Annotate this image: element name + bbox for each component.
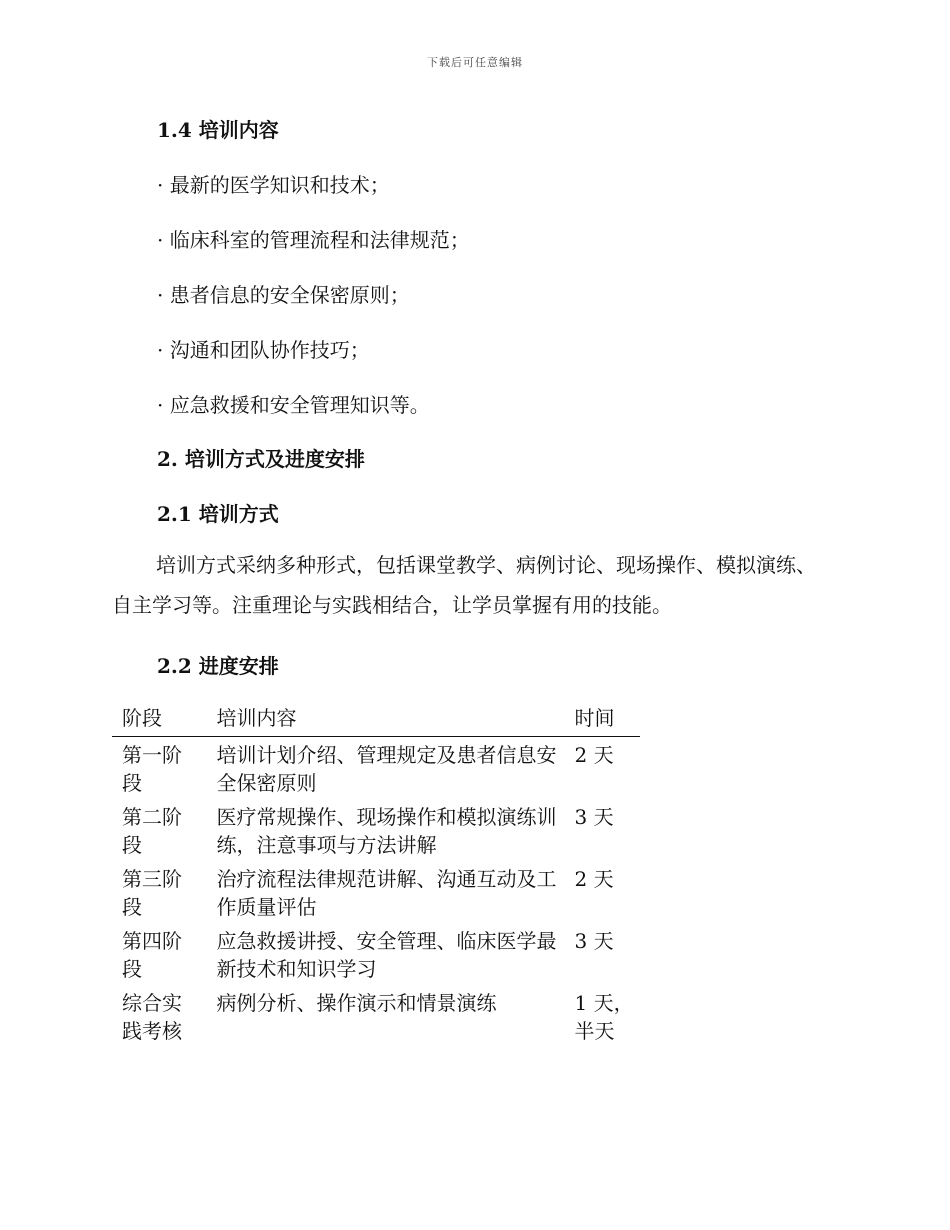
bullet-item: · 应急救援和安全管理知识等。 [157, 393, 430, 417]
training-method-paragraph: 培训方式采纳多种形式，包括课堂教学、病例讨论、现场操作、模拟演练、自主学习等。注重理论与实践相结合，让学员掌握有用的技能。 [112, 553, 816, 617]
cell-content: 培训计划介绍、管理规定及患者信息安全保密原则 [216, 743, 557, 795]
page-header: 下载后可任意编辑 [427, 56, 523, 69]
table-row [112, 861, 640, 923]
cell-content: 应急救援讲授、安全管理、临床医学最新技术和知识学习 [216, 929, 557, 981]
table-row [112, 737, 640, 800]
column-header-time: 时间 [565, 704, 641, 737]
cell-content: 治疗流程法律规范讲解、沟通互动及工作质量评估 [216, 867, 557, 919]
section-heading-1-4: 1.4 培训内容 [157, 118, 279, 142]
cell-stage: 第一阶段 [122, 743, 182, 795]
bullet-item: · 最新的医学知识和技术； [157, 173, 390, 197]
cell-stage: 综合实践考核 [122, 991, 182, 1043]
bullet-item: · 临床科室的管理流程和法律规范； [157, 228, 470, 252]
column-header-content: 培训内容 [206, 704, 564, 737]
cell-content: 医疗常规操作、现场操作和模拟演练训练，注意事项与方法讲解 [216, 805, 557, 857]
cell-stage: 第三阶段 [122, 867, 182, 919]
schedule-table [112, 704, 640, 1047]
cell-time: 3 天 [574, 929, 614, 953]
section-heading-2-1: 2.1 培训方式 [157, 502, 279, 526]
bullet-item: · 沟通和团队协作技巧； [157, 338, 370, 362]
cell-stage: 第四阶段 [122, 929, 182, 981]
bullet-item: · 患者信息的安全保密原则； [157, 283, 410, 307]
table-header-row [112, 704, 640, 737]
cell-content: 病例分析、操作演示和情景演练 [216, 991, 497, 1015]
cell-time: 3 天 [574, 805, 614, 829]
table-row [112, 923, 640, 985]
cell-time: 2 天 [574, 743, 614, 767]
cell-time: 1 天，半天 [574, 991, 634, 1043]
section-heading-2-2: 2.2 进度安排 [157, 654, 279, 678]
cell-time: 2 天 [574, 867, 614, 891]
cell-stage: 第二阶段 [122, 805, 182, 857]
column-header-stage: 阶段 [112, 704, 206, 737]
table-row [112, 799, 640, 861]
table-row [112, 985, 640, 1047]
section-heading-2: 2. 培训方式及进度安排 [157, 447, 365, 471]
